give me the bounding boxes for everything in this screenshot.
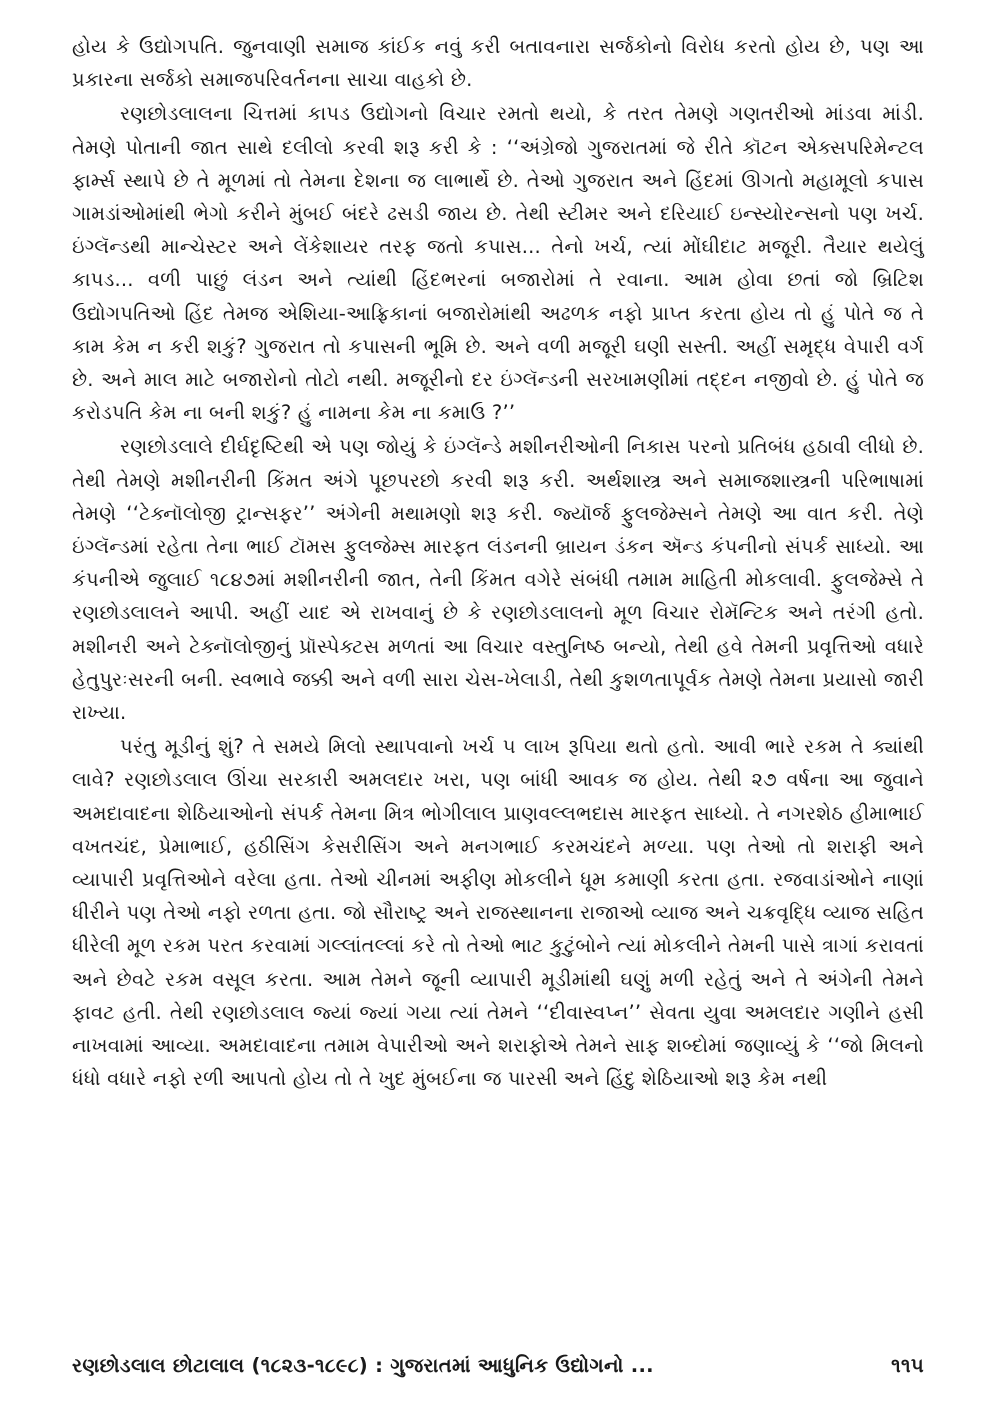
running-title: રણછોડલાલ છોટાલાલ (૧૮૨૩-૧૮૯૮) : ગુજરાતમાં આધુનિક ઉદ્યોગનો ... <box>72 1354 654 1377</box>
page-body <box>72 30 924 1096</box>
page-footer <box>72 1354 924 1377</box>
paragraph-machinery-inquiry: રણછોડલાલે દીર્ઘદૃષ્ટિથી એ પણ જોયું કે ઇંગ્લૅન્ડે મશીનરીઓની નિકાસ પરનો પ્રતિબંધ હઠાવી લીધો છે. તેથી તેમણે મશીનરીની કિંમત અંગે પૂછપરછો કરવી શરૂ કરી. અર્થશાસ્ત્ર અને સમાજશાસ્ત્રની પરિભાષામાં તેમણે ‘‘ટેક્નૉલોજી ટ્રાન્સફર’’ અંગેની મથામણો શરૂ કરી. જ્યૉર્જ ફુલજેમ્સને તેમણે આ વાત કરી. તેણે ઇંગ્લૅન્ડમાં રહેતા તેના ભાઈ ટૉમસ ફુલજેમ્સ મારફત લંડનની બ્રાયન ડંકન ઍન્ડ કંપનીનો સંપર્ક સાધ્યો. આ કંપનીએ જુલાઈ ૧૮૪૭માં મશીનરીની જાત, તેની કિંમત વગેરે સંબંધી તમામ માહિતી મોકલાવી. ફુલજેમ્સે તે રણછોડલાલને આપી. અહીં યાદ એ રાખવાનું છે કે રણછોડલાલનો મૂળ વિચાર રોમૅન્ટિક અને તરંગી હતો. મશીનરી અને ટેક્નૉલોજીનું પ્રૉસ્પેક્ટસ મળતાં આ વિચાર વસ્તુનિષ્ઠ બન્યો, તેથી હવે તેમની પ્રવૃત્તિઓ વધારે હેતુપુરઃસરની બની. સ્વભાવે જક્કી અને વળી સારા ચેસ-ખેલાડી, તેથી કુશળતાપૂર્વક તેમણે તેમના પ્રયાસો જારી રાખ્યા. <box>72 435 924 725</box>
paragraph-continuation: હોય કે ઉદ્યોગપતિ. જુનવાણી સમાજ કાંઈક નવું કરી બતાવનારા સર્જકોનો વિરોધ કરતો હોય છે, પણ આ પ્રકારના સર્જકો સમાજપરિવર્તનના સાચા વાહકો છે. <box>72 35 924 92</box>
paragraph-capital-question: પરંતુ મૂડીનું શું? તે સમયે મિલો સ્થાપવાનો ખર્ચ ૫ લાખ રૂપિયા થતો હતો. આવી ભારે રકમ તે ક્યાંથી લાવે? રણછોડલાલ ઊંચા સરકારી અમલદાર ખરા, પણ બાંધી આવક જ હોય. તેથી ૨૭ વર્ષના આ જુવાને અમદાવાદના શેઠિયાઓનો સંપર્ક તેમના મિત્ર ભોગીલાલ પ્રાણવલ્લભદાસ મારફત સાધ્યો. તે નગરશેઠ હીમાભાઈ વખતચંદ, પ્રેમાભાઈ, હઠીસિંગ કેસરીસિંગ અને મનગભાઈ કરમચંદને મળ્યા. પણ તેઓ તો શરાફી અને વ્યાપારી પ્રવૃત્તિઓને વરેલા હતા. તેઓ ચીનમાં અફીણ મોકલીને ધૂમ કમાણી કરતા હતા. રજવાડાંઓને નાણાં ધીરીને પણ તેઓ નફો રળતા હતા. જો સૌરાષ્ટ્ર અને રાજસ્થાનના રાજાઓ વ્યાજ અને ચક્રવૃદ્ધિ વ્યાજ સહિત ધીરેલી મૂળ રકમ પરત કરવામાં ગલ્લાંતલ્લાં કરે તો તેઓ ભાટ કુટુંબોને ત્યાં મોકલીને તેમની પાસે ત્રાગાં કરાવતાં અને છેવટે રકમ વસૂલ કરતા. આમ તેમને જૂની વ્યાપારી મૂડીમાંથી ઘણું મળી રહેતું અને તે અંગેની તેમને ફાવટ હતી. તેથી રણછોડલાલ જ્યાં જ્યાં ગયા ત્યાં તેમને ‘‘દીવાસ્વપ્ન’’ સેવતા યુવા અમલદાર ગણીને હસી નાખવામાં આવ્યા. અમદાવાદના તમામ વેપારીઓ અને શરાફોએ તેમને સાફ શબ્દોમાં જણાવ્યું કે ‘‘જો મિલનો ધંધો વધારે નફો રળી આપતો હોય તો તે ખુદ મુંબઈના જ પારસી અને હિંદુ શેઠિયાઓ શરૂ કેમ નથી <box>72 735 924 1091</box>
page-number: ૧૧૫ <box>891 1354 924 1377</box>
paragraph-ranchhodlal-idea: રણછોડલાલના ચિત્તમાં કાપડ ઉદ્યોગનો વિચાર રમતો થયો, કે તરત તેમણે ગણતરીઓ માંડવા માંડી. તેમણે પોતાની જાત સાથે દલીલો કરવી શરૂ કરી કે : ‘‘અંગ્રેજો ગુજરાતમાં જે રીતે કૉટન એક્સપરિમેન્ટલ ફાર્મ્સ સ્થાપે છે તે મૂળમાં તો તેમના દેશના જ લાભાર્થે છે. તેઓ ગુજરાત અને હિંદમાં ઊગતો મહામૂલો કપાસ ગામડાંઓમાંથી ભેગો કરીને મુંબઈ બંદરે ઢસડી જાય છે. તેથી સ્ટીમર અને દરિયાઈ ઇન્સ્યોરન્સનો પણ ખર્ચ. ઇંગ્લૅન્ડથી માન્ચેસ્ટર અને લેંકેશાયર તરફ જતો કપાસ... તેનો ખર્ચ, ત્યાં મોંઘીદાટ મજૂરી. તૈયાર થયેલું કાપડ... વળી પાછું લંડન અને ત્યાંથી હિંદભરનાં બજારોમાં તે રવાના. આમ હોવા છતાં જો બ્રિટિશ ઉદ્યોગપતિઓ હિંદ તેમજ એશિયા-આફ્રિકાનાં બજારોમાંથી અઢળક નફો પ્રાપ્ત કરતા હોય તો હું પોતે જ તે કામ કેમ ન કરી શકું? ગુજરાત તો કપાસની ભૂમિ છે. અને વળી મજૂરી ઘણી સસ્તી. અહીં સમૃદ્ધ વેપારી વર્ગ છે. અને માલ માટે બજારોનો તોટો નથી. મજૂરીનો દર ઇંગ્લૅન્ડની સરખામણીમાં તદ્દન નજીવો છે. હું પોતે જ કરોડપતિ કેમ ના બની શકું? હું નામના કેમ ના કમાઉ ?’’ <box>72 102 924 425</box>
